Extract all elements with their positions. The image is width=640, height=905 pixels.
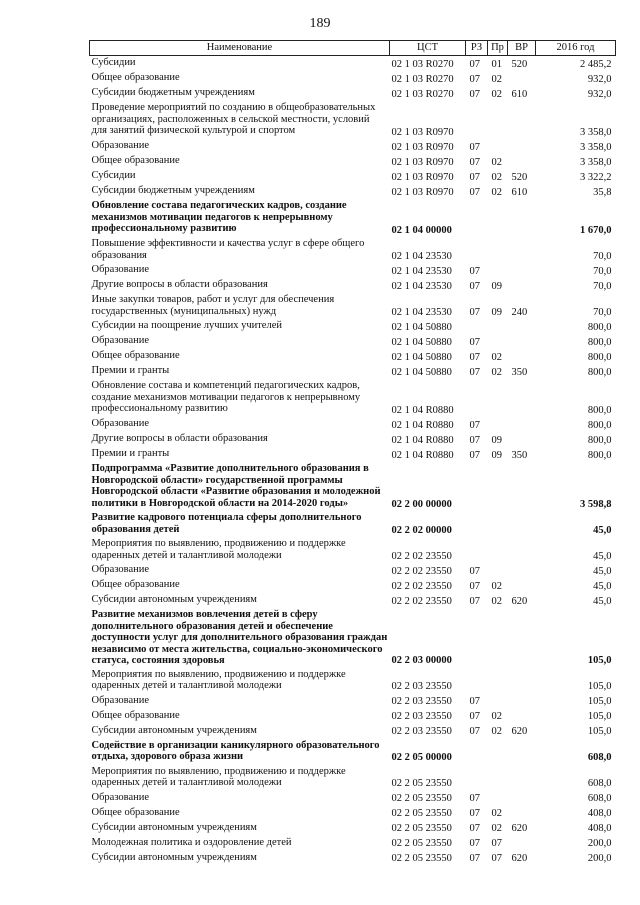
table-row <box>90 851 616 866</box>
row-cst: 02 1 04 23530 <box>391 280 452 292</box>
row-vr <box>508 511 536 537</box>
row-sum: 800,0 <box>587 351 612 363</box>
table-row <box>90 739 616 765</box>
table-row <box>90 293 616 319</box>
row-sum: 800,0 <box>587 419 612 431</box>
row-vr: 610 <box>511 186 528 198</box>
table-row <box>90 462 616 511</box>
row-name: Субсидии <box>91 170 136 181</box>
row-sum: 45,0 <box>593 524 612 536</box>
row-rz <box>466 101 488 139</box>
row-sum: 800,0 <box>587 434 612 446</box>
row-cst: 02 1 04 50880 <box>391 351 452 363</box>
row-rz: 07 <box>469 336 480 348</box>
row-sum: 800,0 <box>587 366 612 378</box>
row-pr <box>488 511 508 537</box>
row-rz: 07 <box>469 580 480 592</box>
row-sum: 105,0 <box>587 655 612 666</box>
row-cst: 02 2 05 23550 <box>391 838 452 849</box>
row-pr: 02 <box>491 156 502 168</box>
row-vr <box>508 139 536 154</box>
row-vr <box>508 263 536 278</box>
row-cst: 02 1 04 R0880 <box>391 434 454 446</box>
row-vr <box>508 71 536 86</box>
table-row <box>90 791 616 806</box>
row-vr <box>508 791 536 806</box>
row-name: Содействие в организации каникулярного образовательного отдыха, здорового образа жизни <box>91 739 380 762</box>
row-cst: 02 1 04 23530 <box>391 306 452 318</box>
row-pr: 02 <box>491 823 502 834</box>
row-vr <box>508 563 536 578</box>
row-cst: 02 1 03 R0970 <box>391 186 454 198</box>
table-row <box>90 511 616 537</box>
row-pr <box>488 739 508 765</box>
row-vr <box>508 462 536 511</box>
row-rz: 07 <box>469 823 480 834</box>
table-row <box>90 319 616 334</box>
row-name: Общее образование <box>91 72 180 83</box>
row-cst: 02 2 03 00000 <box>391 655 452 666</box>
row-rz: 07 <box>469 280 480 292</box>
row-vr: 620 <box>511 823 528 834</box>
table-row <box>90 608 616 668</box>
row-vr: 620 <box>511 595 528 607</box>
row-cst: 02 2 05 00000 <box>391 752 452 763</box>
row-cst: 02 1 04 50880 <box>391 321 452 333</box>
row-rz <box>466 199 488 237</box>
row-sum: 3 358,0 <box>580 141 612 153</box>
row-name: Мероприятия по выявлению, продвижению и поддержке одаренных детей и талантливой молодежи <box>91 668 346 691</box>
row-rz: 07 <box>469 265 480 277</box>
row-pr: 02 <box>491 711 502 722</box>
row-sum: 608,0 <box>587 793 612 804</box>
row-pr <box>488 319 508 334</box>
row-cst: 02 1 03 R0270 <box>391 58 454 70</box>
row-sum: 3 322,2 <box>580 171 612 183</box>
row-sum: 45,0 <box>593 565 612 577</box>
row-pr <box>488 334 508 349</box>
row-rz: 07 <box>469 419 480 431</box>
row-vr <box>508 578 536 593</box>
row-cst: 02 1 03 R0970 <box>391 141 454 153</box>
row-name: Субсидии бюджетным учреждениям <box>91 87 255 98</box>
row-name: Мероприятия по выявлению, продвижению и поддержке одаренных детей и талантливой молодежи <box>91 765 346 788</box>
row-rz: 07 <box>469 838 480 849</box>
header-cst: ЦСТ <box>390 41 466 56</box>
row-name: Субсидии автономным учреждениям <box>91 594 257 605</box>
row-cst: 02 2 02 00000 <box>391 524 452 536</box>
row-pr: 09 <box>491 280 502 292</box>
row-sum: 608,0 <box>587 752 612 763</box>
row-rz: 07 <box>469 73 480 85</box>
row-pr <box>488 237 508 263</box>
row-sum: 800,0 <box>587 404 612 416</box>
row-name: Субсидии автономным учреждениям <box>91 724 257 736</box>
row-cst: 02 2 05 23550 <box>391 853 452 864</box>
table-body <box>90 56 616 866</box>
table-row <box>90 563 616 578</box>
row-sum: 932,0 <box>587 73 612 85</box>
table-row <box>90 334 616 349</box>
row-rz <box>466 379 488 417</box>
row-cst: 02 1 03 R0970 <box>391 171 454 183</box>
row-cst: 02 2 00 00000 <box>391 498 452 510</box>
row-cst: 02 1 03 R0270 <box>391 88 454 100</box>
row-name: Развитие кадрового потенциала сферы дополнительного образования детей <box>91 512 362 535</box>
row-vr <box>508 278 536 293</box>
row-vr <box>508 417 536 432</box>
row-cst: 02 2 02 23550 <box>391 550 452 562</box>
row-name: Подпрограмма «Развитие дополнительного образования в Новгородской области» государственной программы Новгородской области «Развитие образования и молодежной политики в Новгородской области на 2014-2020 годы» <box>91 463 381 509</box>
table-row <box>90 364 616 379</box>
row-sum: 932,0 <box>587 88 612 100</box>
row-rz <box>466 511 488 537</box>
row-cst: 02 1 04 R0880 <box>391 419 454 431</box>
row-pr: 02 <box>491 808 502 819</box>
row-name: Развитие механизмов вовлечения детей в сферу дополнительного образования детей и обеспечение доступности услуг для дополнительного образования граждан независимо от места жительства, социально-экономического статуса, состояния здоровья <box>91 609 388 666</box>
row-rz: 07 <box>469 366 480 378</box>
row-pr: 02 <box>491 366 502 378</box>
row-sum: 408,0 <box>587 808 612 819</box>
row-sum: 3 598,8 <box>580 498 612 510</box>
row-vr: 620 <box>511 853 528 864</box>
header-pr: Пр <box>488 41 508 56</box>
row-cst: 02 2 05 23550 <box>391 808 452 819</box>
row-vr <box>508 765 536 791</box>
row-sum: 800,0 <box>587 449 612 461</box>
budget-table <box>89 40 616 866</box>
row-sum: 70,0 <box>593 250 612 262</box>
row-vr: 520 <box>511 58 528 70</box>
table-row <box>90 278 616 293</box>
table-row <box>90 836 616 851</box>
page-number: 189 <box>309 16 331 31</box>
table-row <box>90 379 616 417</box>
table-row <box>90 86 616 101</box>
row-rz <box>466 319 488 334</box>
table-row <box>90 537 616 563</box>
row-name: Субсидии <box>91 57 136 68</box>
table-row <box>90 694 616 709</box>
row-pr: 01 <box>491 58 502 70</box>
row-sum: 105,0 <box>587 726 612 737</box>
table-row <box>90 447 616 462</box>
row-vr <box>508 154 536 169</box>
row-cst: 02 2 03 23550 <box>391 696 452 707</box>
row-rz: 07 <box>469 449 480 461</box>
row-sum: 3 358,0 <box>580 126 612 138</box>
row-sum: 3 358,0 <box>580 156 612 168</box>
row-rz <box>466 237 488 263</box>
row-rz: 07 <box>469 434 480 446</box>
row-pr <box>488 563 508 578</box>
row-rz: 07 <box>469 696 480 707</box>
row-cst: 02 2 02 23550 <box>391 580 452 592</box>
row-vr: 610 <box>511 88 528 100</box>
row-cst: 02 1 04 00000 <box>391 224 452 236</box>
row-name: Образование <box>91 264 150 275</box>
table-row <box>90 101 616 139</box>
header-sum: 2016 год <box>536 41 616 56</box>
row-name: Обновление состава педагогических кадров, создание механизмов мотивации педагогов к непрерывному профессиональному развитию <box>91 200 347 234</box>
row-sum: 105,0 <box>587 711 612 722</box>
row-rz <box>466 765 488 791</box>
row-pr <box>488 537 508 563</box>
row-cst: 02 2 05 23550 <box>391 823 452 834</box>
row-rz: 07 <box>469 351 480 363</box>
row-cst: 02 1 04 23530 <box>391 265 452 277</box>
row-pr: 09 <box>491 434 502 446</box>
row-rz: 07 <box>469 306 480 318</box>
row-rz <box>466 608 488 668</box>
row-sum: 70,0 <box>593 280 612 292</box>
row-pr: 02 <box>491 726 502 737</box>
row-cst: 02 1 03 R0270 <box>391 73 454 85</box>
row-rz <box>466 739 488 765</box>
row-name: Премии и гранты <box>91 365 170 376</box>
row-rz: 07 <box>469 171 480 183</box>
row-pr <box>488 791 508 806</box>
table-row <box>90 169 616 184</box>
row-pr <box>488 101 508 139</box>
row-vr <box>508 694 536 709</box>
row-vr <box>508 379 536 417</box>
row-sum: 200,0 <box>587 853 612 864</box>
row-rz: 07 <box>469 156 480 168</box>
row-vr <box>508 806 536 821</box>
row-rz: 07 <box>469 726 480 737</box>
row-rz <box>466 668 488 694</box>
row-name: Субсидии бюджетным учреждениям <box>91 185 255 196</box>
row-pr: 02 <box>491 88 502 100</box>
row-sum: 800,0 <box>587 336 612 348</box>
row-rz: 07 <box>469 711 480 722</box>
row-name: Другие вопросы в области образования <box>91 433 268 444</box>
row-cst: 02 1 04 R0880 <box>391 404 454 416</box>
row-pr: 02 <box>491 351 502 363</box>
row-name: Обновление состава и компетенций педагогических кадров, создание механизмов мотивации педагогов к непрерывному профессиональному развитию <box>91 380 361 414</box>
row-name: Субсидии автономным учреждениям <box>91 821 257 833</box>
row-cst: 02 2 03 23550 <box>391 726 452 737</box>
row-sum: 45,0 <box>593 595 612 607</box>
table-row <box>90 349 616 364</box>
row-name: Образование <box>91 791 150 803</box>
row-pr: 02 <box>491 171 502 183</box>
row-name: Общее образование <box>91 350 180 361</box>
row-rz: 07 <box>469 595 480 607</box>
row-vr <box>508 836 536 851</box>
row-sum: 45,0 <box>593 550 612 562</box>
row-cst: 02 2 03 23550 <box>391 711 452 722</box>
row-cst: 02 1 04 23530 <box>391 250 452 262</box>
row-rz: 07 <box>469 186 480 198</box>
row-sum: 408,0 <box>587 823 612 834</box>
row-sum: 45,0 <box>593 580 612 592</box>
row-vr <box>508 199 536 237</box>
row-rz <box>466 537 488 563</box>
row-name: Повышение эффективности и качества услуг в сфере общего образования <box>91 238 365 261</box>
row-sum: 2 485,2 <box>580 58 612 70</box>
row-rz: 07 <box>469 58 480 70</box>
row-pr <box>488 417 508 432</box>
row-vr: 350 <box>511 366 528 378</box>
row-cst: 02 2 05 23550 <box>391 793 452 804</box>
row-sum: 35,8 <box>593 186 612 198</box>
row-vr: 240 <box>511 306 528 318</box>
table-header-row <box>90 41 616 56</box>
row-vr <box>508 537 536 563</box>
row-vr <box>508 709 536 724</box>
table-row <box>90 821 616 836</box>
row-pr <box>488 765 508 791</box>
table-row <box>90 432 616 447</box>
row-name: Субсидии автономным учреждениям <box>91 851 257 863</box>
row-vr <box>508 432 536 447</box>
table-row <box>90 184 616 199</box>
row-vr <box>508 608 536 668</box>
table-row <box>90 724 616 739</box>
row-sum: 200,0 <box>587 838 612 849</box>
row-vr: 520 <box>511 171 528 183</box>
row-name: Образование <box>91 564 150 575</box>
table-row <box>90 806 616 821</box>
row-sum: 1 670,0 <box>580 224 612 236</box>
row-name: Мероприятия по выявлению, продвижению и поддержке одаренных детей и талантливой молодежи <box>91 538 346 561</box>
row-vr <box>508 237 536 263</box>
row-pr <box>488 694 508 709</box>
row-pr <box>488 263 508 278</box>
row-pr: 09 <box>491 449 502 461</box>
row-pr <box>488 139 508 154</box>
row-pr: 07 <box>491 853 502 864</box>
row-name: Общее образование <box>91 709 180 721</box>
table-row <box>90 199 616 237</box>
row-cst: 02 1 03 R0970 <box>391 156 454 168</box>
table-row <box>90 263 616 278</box>
row-pr <box>488 199 508 237</box>
table-row <box>90 593 616 608</box>
row-cst: 02 1 03 R0970 <box>391 126 454 138</box>
table-row <box>90 237 616 263</box>
row-rz: 07 <box>469 808 480 819</box>
row-name: Субсидии на поощрение лучших учителей <box>91 320 282 331</box>
table-row <box>90 71 616 86</box>
row-name: Образование <box>91 140 150 151</box>
row-sum: 105,0 <box>587 681 612 692</box>
row-cst: 02 1 04 50880 <box>391 366 452 378</box>
row-pr: 02 <box>491 186 502 198</box>
row-cst: 02 2 03 23550 <box>391 681 452 692</box>
row-pr <box>488 608 508 668</box>
header-name: Наименование <box>90 41 390 56</box>
row-name: Проведение мероприятий по созданию в общеобразовательных организациях, расположенных в сельской местности, условий для занятий физической культурой и спортом <box>91 102 376 136</box>
row-vr: 620 <box>511 726 528 737</box>
table-row <box>90 139 616 154</box>
row-pr: 07 <box>491 838 502 849</box>
row-pr: 02 <box>491 595 502 607</box>
row-name: Общее образование <box>91 579 180 590</box>
row-vr <box>508 349 536 364</box>
row-rz: 07 <box>469 565 480 577</box>
table-row <box>90 709 616 724</box>
row-vr <box>508 739 536 765</box>
row-pr <box>488 379 508 417</box>
row-pr: 02 <box>491 73 502 85</box>
row-rz: 07 <box>469 141 480 153</box>
row-name: Общее образование <box>91 155 180 166</box>
row-pr: 09 <box>491 306 502 318</box>
header-rz: РЗ <box>466 41 488 56</box>
table-row <box>90 56 616 72</box>
row-cst: 02 2 05 23550 <box>391 778 452 789</box>
row-name: Образование <box>91 418 150 429</box>
row-rz <box>466 462 488 511</box>
row-name: Молодежная политика и оздоровление детей <box>91 836 292 848</box>
row-cst: 02 2 02 23550 <box>391 595 452 607</box>
row-pr <box>488 668 508 694</box>
row-vr: 350 <box>511 449 528 461</box>
row-sum: 70,0 <box>593 306 612 318</box>
header-vr: ВР <box>508 41 536 56</box>
table-row <box>90 417 616 432</box>
row-sum: 105,0 <box>587 696 612 707</box>
row-cst: 02 1 04 50880 <box>391 336 452 348</box>
row-cst: 02 2 02 23550 <box>391 565 452 577</box>
row-vr <box>508 319 536 334</box>
row-name: Общее образование <box>91 806 180 818</box>
row-name: Иные закупки товаров, работ и услуг для обеспечения государственных (муниципальных) нужд <box>91 294 335 317</box>
row-name: Образование <box>91 694 150 706</box>
row-vr <box>508 668 536 694</box>
row-rz: 07 <box>469 793 480 804</box>
row-sum: 608,0 <box>587 778 612 789</box>
row-pr <box>488 462 508 511</box>
row-vr <box>508 334 536 349</box>
row-name: Образование <box>91 335 150 346</box>
table-row <box>90 154 616 169</box>
table-row <box>90 578 616 593</box>
row-sum: 800,0 <box>587 321 612 333</box>
table-row <box>90 668 616 694</box>
row-sum: 70,0 <box>593 265 612 277</box>
row-vr <box>508 101 536 139</box>
row-pr: 02 <box>491 580 502 592</box>
table-row <box>90 765 616 791</box>
row-name: Другие вопросы в области образования <box>91 279 268 290</box>
row-name: Премии и гранты <box>91 448 170 459</box>
row-rz: 07 <box>469 853 480 864</box>
row-rz: 07 <box>469 88 480 100</box>
row-cst: 02 1 04 R0880 <box>391 449 454 461</box>
